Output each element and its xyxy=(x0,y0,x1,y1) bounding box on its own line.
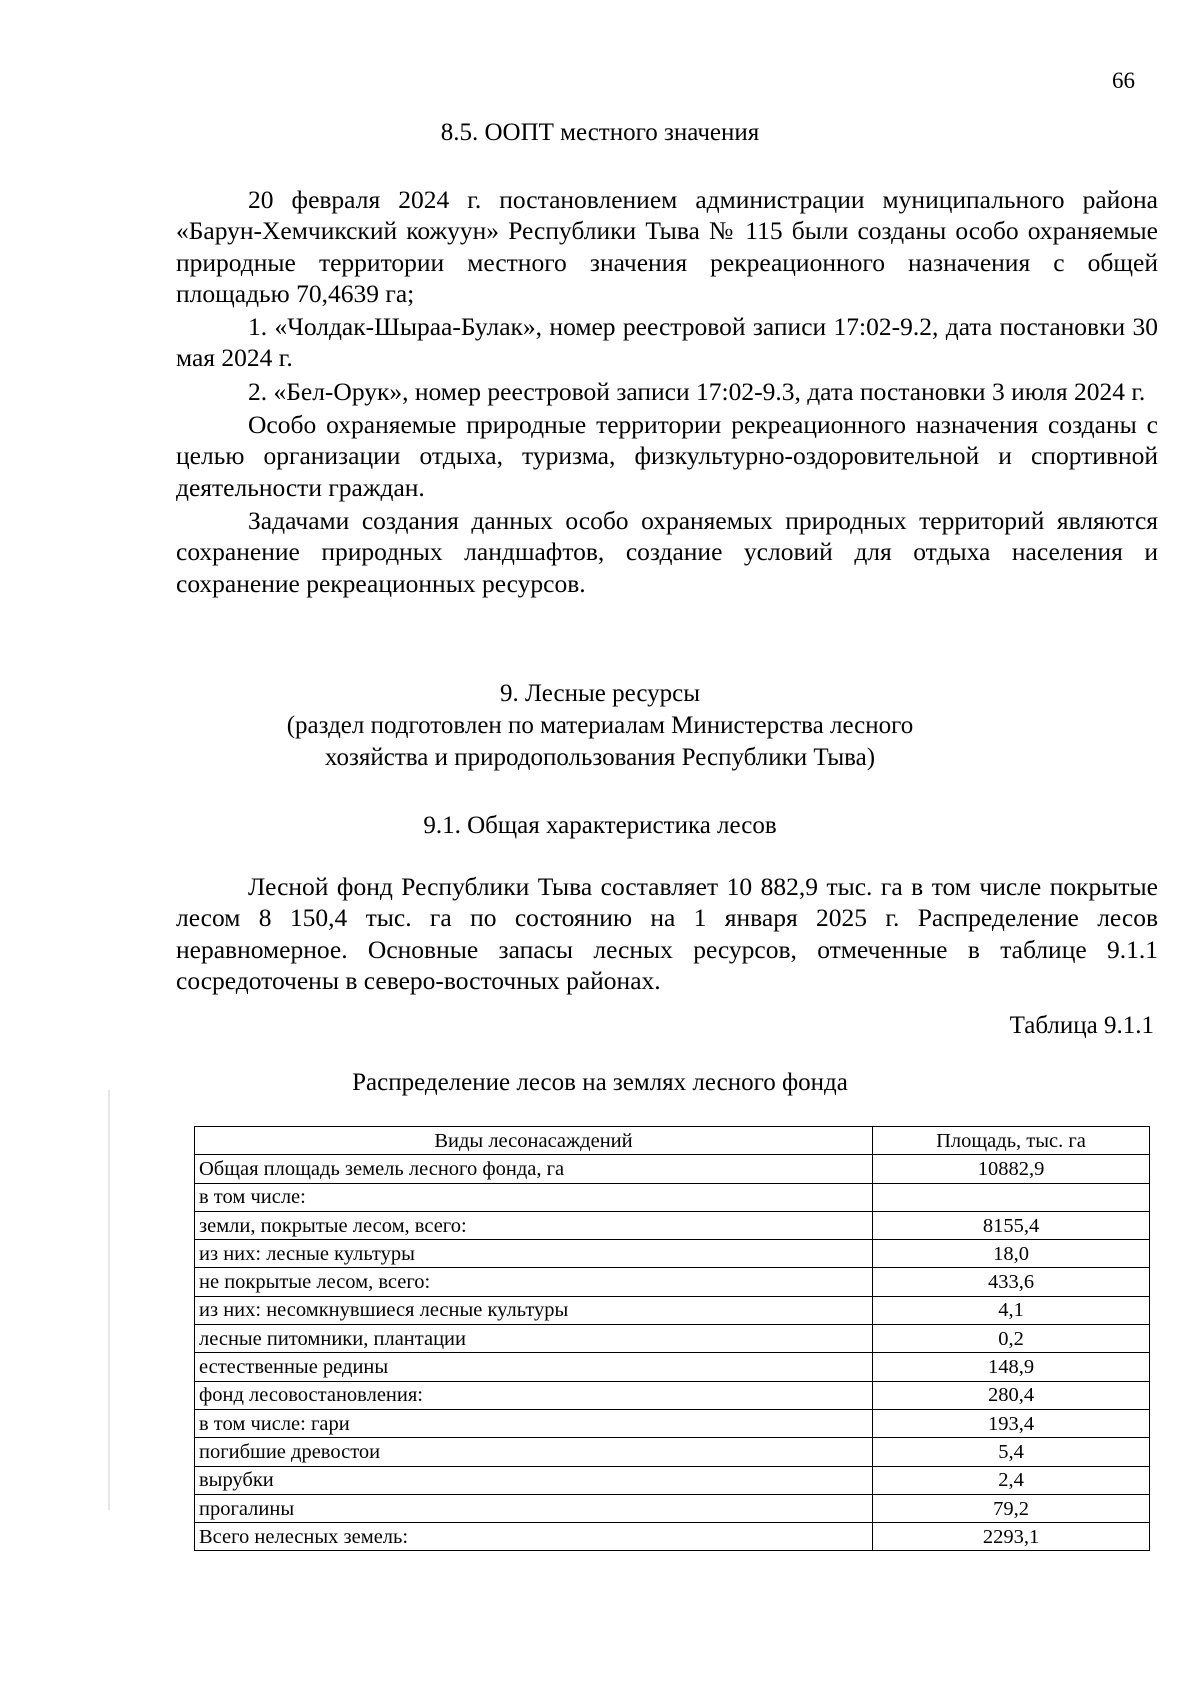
section-9-1-body xyxy=(176,871,1158,996)
table-row xyxy=(195,1325,1150,1353)
table-row xyxy=(195,1438,1150,1466)
table-row xyxy=(195,1466,1150,1494)
table-row xyxy=(195,1155,1150,1183)
row-label: естественные редины xyxy=(195,1353,873,1381)
row-label: лесные питомники, плантации xyxy=(195,1325,873,1353)
row-label: в том числе: xyxy=(195,1183,873,1211)
page-number: 66 xyxy=(1112,68,1135,93)
table-row xyxy=(195,1409,1150,1437)
table-row xyxy=(195,1353,1150,1381)
row-value: 2,4 xyxy=(873,1466,1150,1494)
paragraph: Особо охраняемые природные территории рекреационного назначения созданы с целью организации отдыха, туризма, физкультурно-оздоровительной и спортивной деятельности граждан. xyxy=(176,410,1158,502)
row-label: не покрытые лесом, всего: xyxy=(195,1268,873,1296)
section-9-1-heading: 9.1. Общая характеристика лесов xyxy=(423,812,777,839)
row-label: земли, покрытые лесом, всего: xyxy=(195,1211,873,1239)
section-9-subheading: (раздел подготовлен по материалам Министерства лесного xyxy=(286,712,914,739)
row-value: 148,9 xyxy=(873,1353,1150,1381)
row-label: из них: несомкнувшиеся лесные культуры xyxy=(195,1296,873,1324)
row-label: погибшие древостои xyxy=(195,1438,873,1466)
row-value: 79,2 xyxy=(873,1494,1150,1522)
table-row xyxy=(195,1296,1150,1324)
table-row xyxy=(195,1494,1150,1522)
row-value: 5,4 xyxy=(873,1438,1150,1466)
paragraph: Лесной фонд Республики Тыва составляет 10 882,9 тыс. га в том числе покрытые лесом 8 150,4 тыс. га по состоянию на 1 января 2025 г. Распределение лесов неравномерное. Основные запасы лесных ресурсов, отмеченные в таблице 9.1.1 сосредоточены в северо-восточных районах. xyxy=(176,872,1158,995)
column-header: Виды лесонасаждений xyxy=(195,1127,873,1155)
row-label: Общая площадь земель лесного фонда, га xyxy=(195,1155,873,1183)
row-value: 4,1 xyxy=(873,1296,1150,1324)
section-8-5-body xyxy=(176,184,1158,599)
row-label: Всего нелесных земель: xyxy=(195,1523,873,1551)
row-value: 280,4 xyxy=(873,1381,1150,1409)
row-value: 10882,9 xyxy=(873,1155,1150,1183)
row-value: 18,0 xyxy=(873,1240,1150,1268)
scan-margin-line xyxy=(108,1090,110,1510)
row-label: из них: лесные культуры xyxy=(195,1240,873,1268)
table-row xyxy=(195,1268,1150,1296)
row-label: фонд лесовостановления: xyxy=(195,1381,873,1409)
row-value: 433,6 xyxy=(873,1268,1150,1296)
paragraph: 1. «Чолдак-Шыраа-Булак», номер реестровой записи 17:02-9.2, дата постановки 30 мая 2024 г. xyxy=(176,312,1158,373)
table-header-row xyxy=(195,1127,1150,1155)
table-label: Таблица 9.1.1 xyxy=(1009,1012,1154,1039)
column-header: Площадь, тыс. га xyxy=(873,1127,1150,1155)
paragraph: Задачами создания данных особо охраняемых природных территорий являются сохранение природных ландшафтов, создание условий для отдыха населения и сохранение рекреационных ресурсов. xyxy=(176,505,1158,598)
row-value: 2293,1 xyxy=(873,1523,1150,1551)
section-8-5-heading: 8.5. ООПТ местного значения xyxy=(440,119,760,146)
row-label: в том числе: гари xyxy=(195,1409,873,1437)
table-row xyxy=(195,1381,1150,1409)
table-row xyxy=(195,1183,1150,1211)
table-row xyxy=(195,1240,1150,1268)
paragraph: 20 февраля 2024 г. постановлением администрации муниципального района «Барун-Хемчикский кожуун» Республики Тыва № 115 были созданы особо охраняемые природные территории местного значения рекреационного назначения с общей площадью 70,4639 га; xyxy=(176,185,1158,308)
row-value: 8155,4 xyxy=(873,1211,1150,1239)
row-value: 193,4 xyxy=(873,1409,1150,1437)
row-value xyxy=(873,1183,1150,1211)
section-9-subheading: хозяйства и природопользования Республики Тыва) xyxy=(324,744,876,771)
section-9-heading: 9. Лесные ресурсы xyxy=(500,680,700,707)
table-row xyxy=(195,1523,1150,1551)
row-label: прогалины xyxy=(195,1494,873,1522)
table-title: Распределение лесов на землях лесного фонда xyxy=(352,1069,848,1096)
row-label: вырубки xyxy=(195,1466,873,1494)
table-row xyxy=(195,1211,1150,1239)
row-value: 0,2 xyxy=(873,1325,1150,1353)
paragraph: 2. «Бел-Орук», номер реестровой записи 17:02-9.3, дата постановки 3 июля 2024 г. xyxy=(248,376,1146,406)
forest-distribution-table xyxy=(194,1126,1150,1551)
